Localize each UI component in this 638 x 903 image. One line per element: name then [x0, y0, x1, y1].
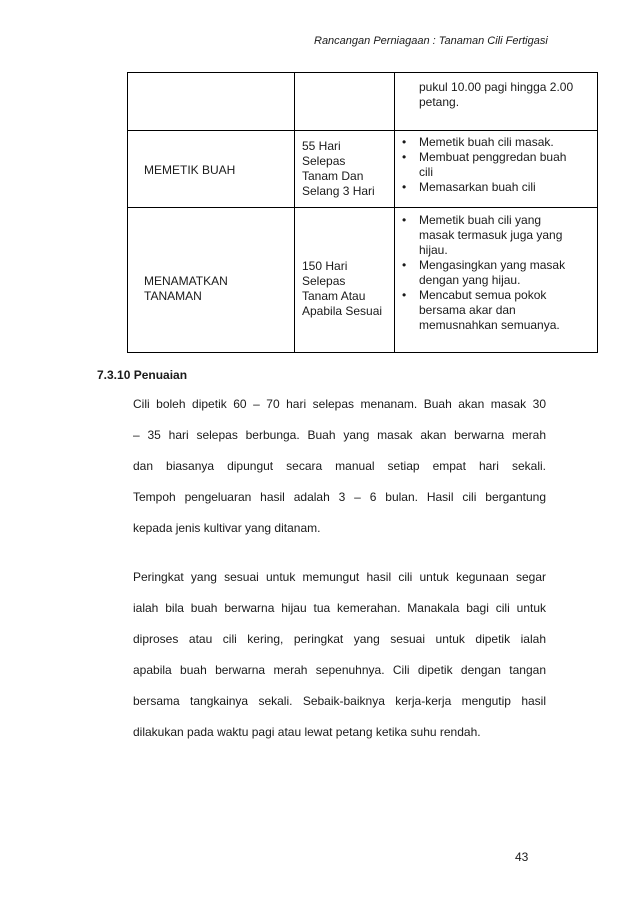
- stage-label: MENAMATKAN: [144, 274, 228, 288]
- stage-cell: [128, 131, 295, 208]
- paragraph-line: apabila buah berwarna merah sepenuhnya. Cili dipetik dengan tangan: [133, 663, 546, 677]
- paragraph-line: kepada jenis kultivar yang ditanam.: [133, 521, 321, 535]
- duration-line: Apabila Sesuai: [302, 304, 383, 318]
- activity-line: • Memetik buah cili masak.: [419, 135, 554, 149]
- activities-cell: [395, 208, 598, 353]
- duration-line: Tanam Atau: [302, 289, 366, 303]
- duration-cell: [295, 131, 395, 208]
- activity-line: • Memetik buah cili yang: [419, 213, 542, 227]
- activity-line: petang.: [419, 95, 460, 109]
- duration-line: 55 Hari: [302, 139, 341, 153]
- table-row: [128, 73, 598, 131]
- paragraph-line: Peringkat yang sesuai untuk memungut hasil cili untuk kegunaan segar: [133, 570, 546, 584]
- duration-cell: [295, 73, 395, 131]
- stage-cell: [128, 73, 295, 131]
- paragraph-line: diproses atau cili kering, peringkat yang sesuai untuk dipetik ialah: [133, 632, 546, 646]
- paragraph-line: Tempoh pengeluaran hasil adalah 3 – 6 bulan. Hasil cili bergantung: [133, 490, 546, 504]
- activity-line: pukul 10.00 pagi hingga 2.00: [419, 80, 574, 94]
- duration-line: Selang 3 Hari: [302, 184, 375, 198]
- duration-line: Selepas: [302, 274, 346, 288]
- section-heading: 7.3.10 Penuaian: [97, 368, 188, 382]
- activity-line: • Memasarkan buah cili: [419, 180, 536, 194]
- running-header: Rancangan Perniagaan : Tanaman Cili Fertigasi: [314, 35, 548, 47]
- duration-cell: [295, 208, 395, 353]
- activity-line: dengan yang hijau.: [419, 273, 521, 287]
- list-item: [395, 135, 597, 150]
- paragraph-line: bersama tangkainya sekali. Sebaik-baiknya kerja-kerja mengutip hasil: [133, 694, 546, 708]
- activities-cell: [395, 73, 598, 131]
- duration-line: 150 Hari: [302, 259, 348, 273]
- paragraph-line: ialah bila buah berwarna hijau tua kemerahan. Manakala bagi cili untuk: [133, 601, 546, 615]
- activity-continuation: [395, 80, 597, 110]
- stage-label: TANAMAN: [144, 289, 202, 303]
- duration-line: Tanam Dan: [302, 169, 364, 183]
- stage-label: MEMETIK BUAH: [144, 163, 236, 177]
- paragraph-line: dan biasanya dipungut secara manual setiap empat hari sekali.: [133, 459, 546, 473]
- list-item: [395, 213, 597, 258]
- activity-table: [127, 72, 598, 353]
- stage-cell: [128, 208, 295, 353]
- activities-cell: [395, 131, 598, 208]
- activity-line: • Membuat penggredan buah: [419, 150, 567, 164]
- activity-line: • Mengasingkan yang masak: [419, 258, 566, 272]
- table-row: [128, 131, 598, 208]
- activity-list: [395, 135, 597, 195]
- list-item: [395, 258, 597, 288]
- activity-list: [395, 213, 597, 333]
- activity-line: masak termasuk juga yang: [419, 228, 563, 242]
- activity-line: cili: [419, 165, 433, 179]
- activity-line: • Mencabut semua pokok: [419, 288, 547, 302]
- list-item: [395, 288, 597, 333]
- activity-line: hijau.: [419, 243, 448, 257]
- list-item: [395, 150, 597, 180]
- table-row: [128, 208, 598, 353]
- page-number: 43: [515, 850, 529, 864]
- duration-line: Selepas: [302, 154, 346, 168]
- activity-line: bersama akar dan: [419, 303, 516, 317]
- paragraph: [133, 397, 546, 552]
- activity-line: memusnahkan semuanya.: [419, 318, 560, 332]
- paragraph-line: Cili boleh dipetik 60 – 70 hari selepas menanam. Buah akan masak 30: [133, 397, 546, 411]
- paragraph-line: dilakukan pada waktu pagi atau lewat petang ketika suhu rendah.: [133, 725, 481, 739]
- paragraph: [133, 570, 546, 756]
- paragraph-line: – 35 hari selepas berbunga. Buah yang masak akan berwarna merah: [133, 428, 546, 442]
- list-item: [395, 180, 597, 195]
